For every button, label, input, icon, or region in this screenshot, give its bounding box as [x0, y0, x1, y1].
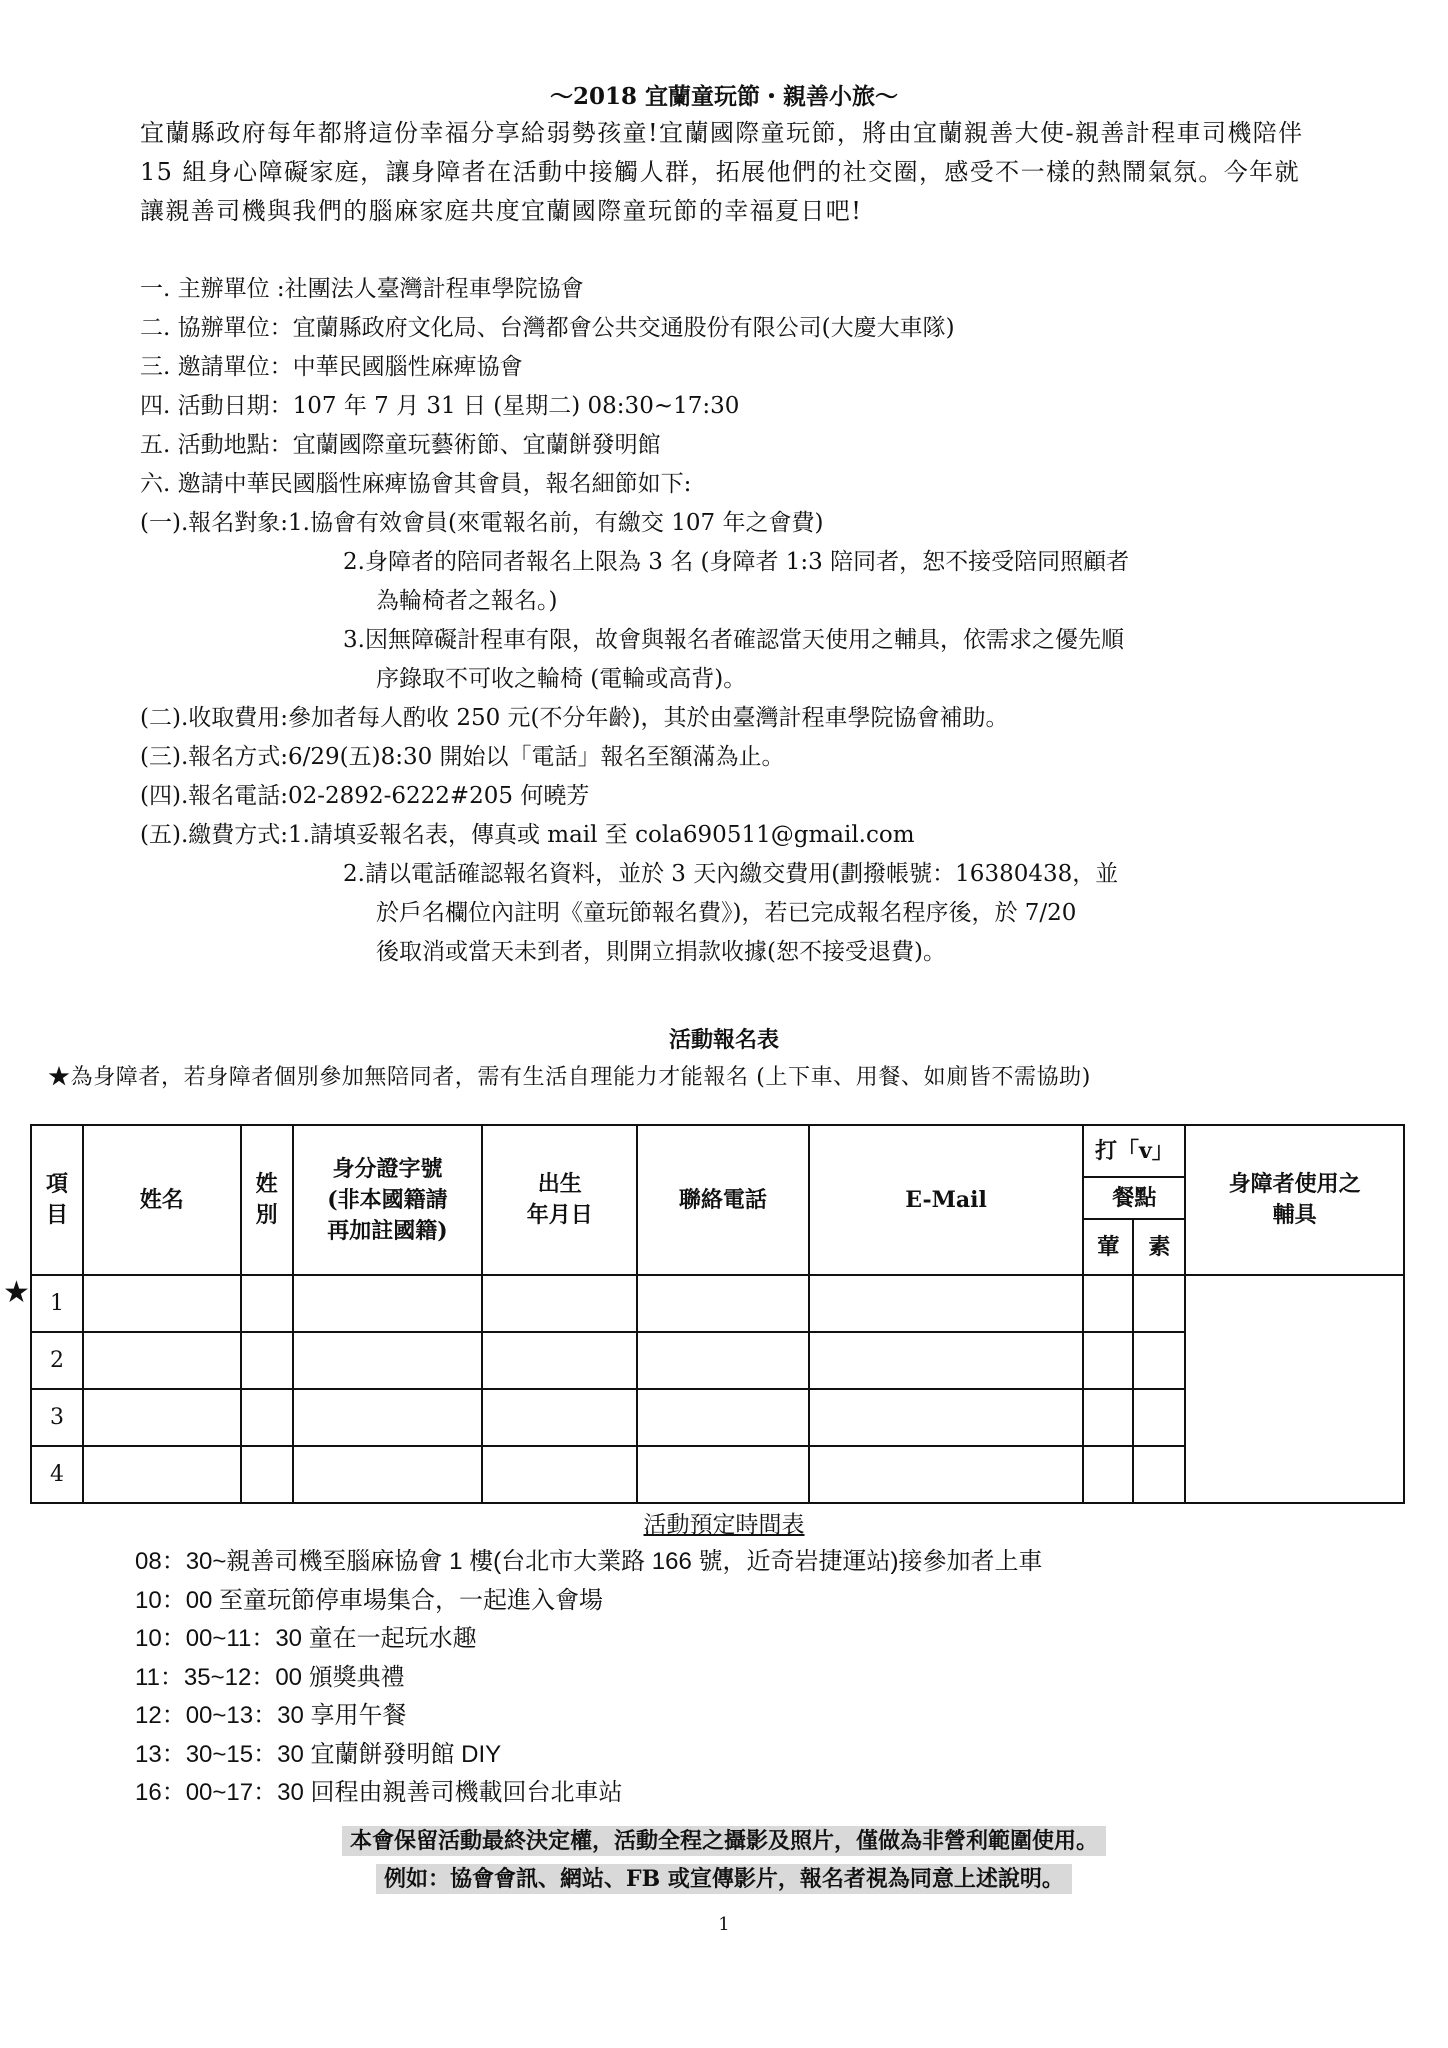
header-id-number	[293, 1125, 483, 1275]
header-item-label: 項目	[45, 1171, 68, 1228]
footer-notice-2-text: 例如：協會會訊、網站、FB 或宣傳影片，報名者視為同意上述說明。	[376, 1864, 1072, 1894]
id-cell[interactable]	[293, 1275, 483, 1332]
eligibility-rule-3: 3.因無障礙計程車有限，故會與報名者確認當天使用之輔具，依需求之優先順	[343, 627, 1124, 653]
header-aid-line2: 輔具	[1272, 1202, 1317, 1228]
header-gender-label: 姓別	[255, 1171, 278, 1228]
header-meal: 餐點	[1083, 1177, 1185, 1219]
meat-cell[interactable]	[1083, 1389, 1133, 1446]
intro-paragraph: 宜蘭縣政府每年都將這份幸福分享給弱勢孩童!宜蘭國際童玩節，將由宜蘭親善大使-親善計程車司機陪伴 15 組身心障礙家庭，讓身障者在活動中接觸人群，拓展他們的社交圈，感受不一樣的熱鬧氣氛。今年就讓親善司機與我們的腦麻家庭共度宜蘭國際童玩節的幸福夏日吧!	[140, 119, 1304, 225]
payment-method-item: (五).繳費方式:1.請填妥報名表，傳真或 mail 至 cola690511@gmail.com	[140, 822, 915, 848]
schedule-item: 10：00 至童玩節停車場集合，一起進入會場	[135, 1586, 604, 1614]
meat-cell[interactable]	[1083, 1446, 1133, 1503]
schedule-title-text: 活動預定時間表	[643, 1512, 805, 1538]
veg-cell[interactable]	[1133, 1446, 1185, 1503]
footer-notice-1	[0, 1824, 1448, 1855]
form-note: ★為身障者，若身障者個別參加無陪同者，需有生活自理能力才能報名 (上下車、用餐、如廁皆不需協助)	[48, 1065, 1091, 1090]
email-cell[interactable]	[809, 1275, 1084, 1332]
veg-cell[interactable]	[1133, 1332, 1185, 1389]
id-cell[interactable]	[293, 1389, 483, 1446]
id-cell[interactable]	[293, 1332, 483, 1389]
header-id-line2: (非本國籍請	[327, 1186, 448, 1213]
header-veg: 素	[1133, 1219, 1185, 1275]
birth-cell[interactable]	[482, 1332, 637, 1389]
phone-cell[interactable]	[637, 1446, 809, 1503]
row-number: 1	[31, 1275, 83, 1332]
payment-rule-2: 2.請以電話確認報名資料，並於 3 天內繳交費用(劃撥帳號：16380438，並	[343, 861, 1119, 887]
footer-notice-2	[0, 1862, 1448, 1893]
payment-rule-2-cont-2: 後取消或當天未到者，則開立捐款收據(恕不接受退費)。	[376, 939, 946, 965]
name-cell[interactable]	[83, 1275, 241, 1332]
invited-unit-item: 三. 邀請單位：中華民國腦性麻痺協會	[140, 354, 523, 380]
email-cell[interactable]	[809, 1332, 1084, 1389]
registration-table	[30, 1124, 1405, 1504]
schedule-list	[135, 1543, 1335, 1813]
mobility-aid-cell[interactable]	[1185, 1275, 1404, 1503]
star-marker: ★	[3, 1275, 30, 1310]
header-id-line1: 身分證字號	[332, 1155, 443, 1182]
schedule-item: 16：00~17：30 回程由親善司機載回台北車站	[135, 1779, 623, 1806]
registration-phone-item: (四).報名電話:02-2892-6222#205 何曉芳	[140, 783, 590, 809]
header-id-line3: 再加註國籍)	[327, 1217, 448, 1244]
footer-notice-1-text: 本會保留活動最終決定權，活動全程之攝影及照片，僅做為非營利範圍使用。	[342, 1826, 1106, 1856]
gender-cell[interactable]	[241, 1275, 293, 1332]
registration-details-item: 六. 邀請中華民國腦性麻痺協會其會員，報名細節如下:	[140, 471, 692, 497]
organizer-item: 一. 主辦單位 :社團法人臺灣計程車學院協會	[140, 276, 584, 302]
schedule-item: 12：00~13：30 享用午餐	[135, 1702, 407, 1729]
header-phone: 聯絡電話	[637, 1125, 809, 1275]
co-organizer-item: 二. 協辦單位：宜蘭縣政府文化局、台灣都會公共交通股份有限公司(大慶大車隊)	[140, 315, 955, 341]
registration-method-item: (三).報名方式:6/29(五)8:30 開始以「電話」報名至額滿為止。	[140, 744, 785, 770]
page-number: 1	[718, 1914, 730, 1935]
event-date-item: 四. 活動日期：107 年 7 月 31 日 (星期二) 08:30~17:30	[140, 393, 740, 419]
eligibility-rule-2-cont: 為輪椅者之報名。)	[376, 588, 558, 614]
gender-cell[interactable]	[241, 1332, 293, 1389]
header-birthdate	[482, 1125, 637, 1275]
eligibility-rule-2: 2.身障者的陪同者報名上限為 3 名 (身障者 1:3 陪同者，恕不接受陪同照顧者	[343, 549, 1130, 575]
birth-cell[interactable]	[482, 1446, 637, 1503]
veg-cell[interactable]	[1133, 1275, 1185, 1332]
email-cell[interactable]	[809, 1389, 1084, 1446]
eligibility-rule-3-cont: 序錄取不可收之輪椅 (電輪或高背)。	[376, 666, 747, 692]
id-cell[interactable]	[293, 1446, 483, 1503]
birth-cell[interactable]	[482, 1275, 637, 1332]
email-cell[interactable]	[809, 1446, 1084, 1503]
schedule-item: 10：00~11：30 童在一起玩水趣	[135, 1625, 477, 1652]
header-email: E-Mail	[809, 1125, 1084, 1275]
schedule-item: 11：35~12：00 頒獎典禮	[135, 1663, 405, 1691]
row-number: 4	[31, 1446, 83, 1503]
name-cell[interactable]	[83, 1446, 241, 1503]
document-title: ～2018 宜蘭童玩節・親善小旅～	[549, 83, 899, 110]
gender-cell[interactable]	[241, 1389, 293, 1446]
header-item	[31, 1125, 83, 1275]
header-birth-line2: 年月日	[526, 1202, 593, 1228]
name-cell[interactable]	[83, 1389, 241, 1446]
schedule-item: 08：30~親善司機至腦麻協會 1 樓(台北市大業路 166 號，近奇岩捷運站)接參加者上車	[135, 1548, 1043, 1575]
details-list	[140, 270, 1340, 972]
header-check: 打「v」	[1083, 1125, 1185, 1177]
veg-cell[interactable]	[1133, 1389, 1185, 1446]
payment-rule-2-cont: 於戶名欄位內註明《童玩節報名費》)，若已完成報名程序後，於 7/20	[376, 900, 1077, 926]
header-mobility-aid	[1185, 1125, 1404, 1275]
phone-cell[interactable]	[637, 1332, 809, 1389]
birth-cell[interactable]	[482, 1389, 637, 1446]
schedule-item: 13：30~15：30 宜蘭餅發明館 DIY	[135, 1740, 502, 1768]
schedule-title	[0, 1506, 1448, 1539]
form-title: 活動報名表	[668, 1027, 779, 1053]
phone-cell[interactable]	[637, 1275, 809, 1332]
row-number: 2	[31, 1332, 83, 1389]
event-location-item: 五. 活動地點：宜蘭國際童玩藝術節、宜蘭餅發明館	[140, 432, 661, 458]
name-cell[interactable]	[83, 1332, 241, 1389]
table-row	[31, 1275, 1404, 1332]
meat-cell[interactable]	[1083, 1332, 1133, 1389]
header-name: 姓名	[83, 1125, 241, 1275]
header-aid-line1: 身障者使用之	[1228, 1171, 1361, 1197]
header-birth-line1: 出生	[537, 1171, 582, 1197]
row-number: 3	[31, 1389, 83, 1446]
fee-item: (二).收取費用:參加者每人酌收 250 元(不分年齡)，其於由臺灣計程車學院協會補助。	[140, 705, 1009, 731]
phone-cell[interactable]	[637, 1389, 809, 1446]
eligibility-item: (一).報名對象:1.協會有效會員(來電報名前，有繳交 107 年之會費)	[140, 510, 824, 536]
meat-cell[interactable]	[1083, 1275, 1133, 1332]
gender-cell[interactable]	[241, 1446, 293, 1503]
header-meat: 葷	[1083, 1219, 1133, 1275]
header-gender	[241, 1125, 293, 1275]
